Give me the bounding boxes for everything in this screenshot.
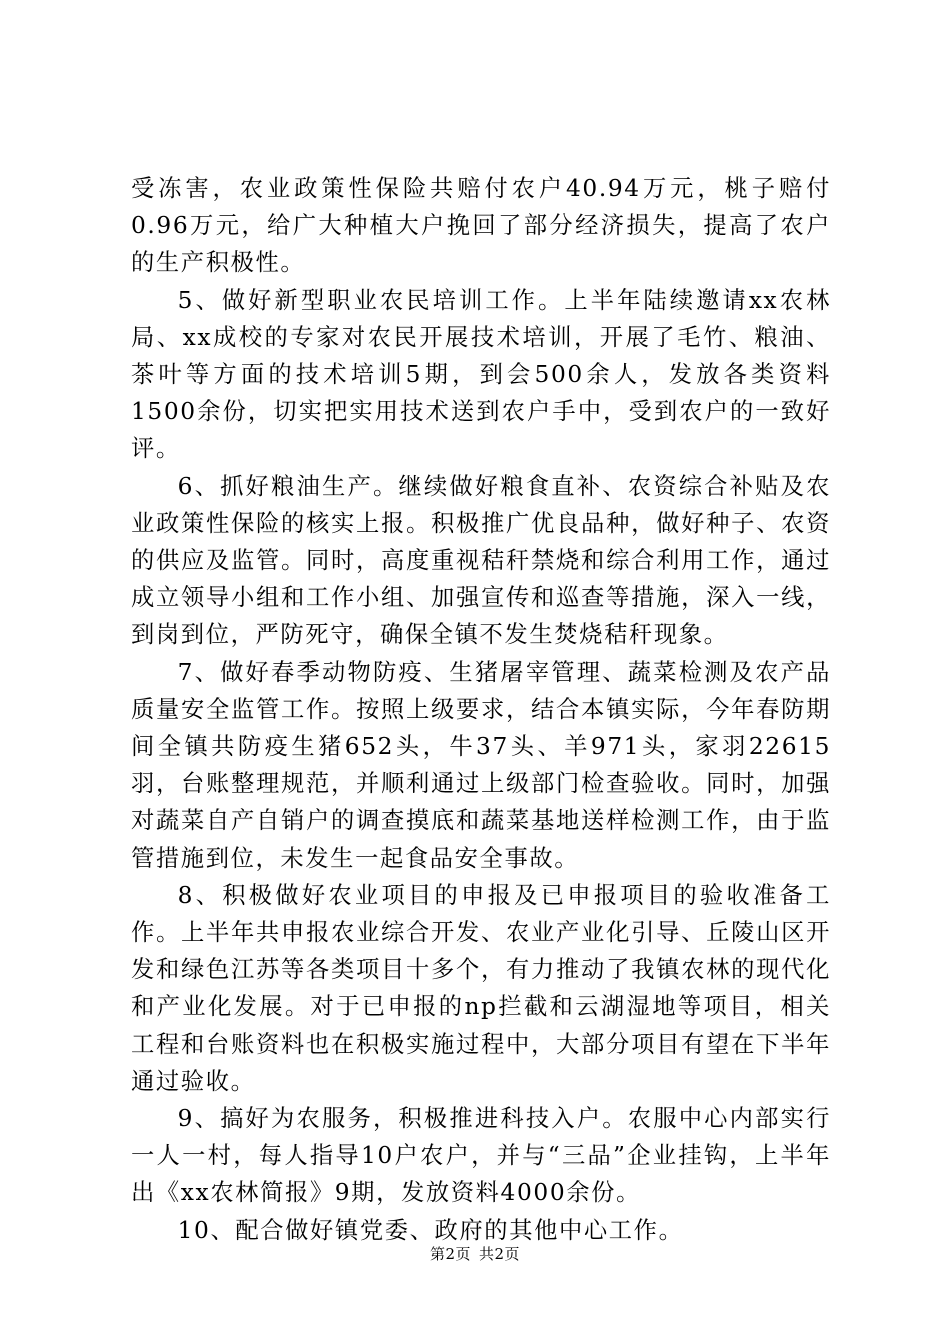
paragraph-item-8: 8、积极做好农业项目的申报及已申报项目的验收准备工作。上半年共申报农业综合开发、农业产业化引导、丘陵山区开发和绿色江苏等各类项目十多个，有力推动了我镇农林的现代化和产业化发展。对于已申报的np拦截和云湖湿地等项目，相关工程和台账资料也在积极实施过程中，大部分项目有望在下半年通过验收。 [131,881,831,1095]
paragraph-continuation: 受冻害，农业政策性保险共赔付农户40.94万元，桃子赔付0.96万元，给广大种植大户挽回了部分经济损失，提高了农户的生产积极性。 [131,175,831,277]
paragraph-item-7: 7、做好春季动物防疫、生猪屠宰管理、蔬菜检测及农产品质量安全监管工作。按照上级要求，结合本镇实际，今年春防期间全镇共防疫生猪652头，牛37头、羊971头，家羽22615羽，台账整理规范，并顺利通过上级部门检查验收。同时，加强对蔬菜自产自销户的调查摸底和蔬菜基地送样检测工作，由于监管措施到位，未发生一起食品安全事故。 [131,658,831,872]
page-total: 共2页 [479,1245,521,1263]
document-body [131,170,831,1249]
page-number: 第2页 [429,1245,471,1263]
page-footer [0,1244,950,1264]
paragraph-item-9: 9、搞好为农服务，积极推进科技入户。农服中心内部实行一人一村，每人指导10户农户，并与“三品”企业挂钩，上半年出《xx农林简报》9期，发放资料4000余份。 [131,1105,831,1207]
paragraph-item-10: 10、配合做好镇党委、政府的其他中心工作。 [177,1216,684,1244]
paragraph-item-6: 6、抓好粮油生产。继续做好粮食直补、农资综合补贴及农业政策性保险的核实上报。积极推广优良品种，做好种子、农资的供应及监管。同时，高度重视秸秆禁烧和综合利用工作，通过成立领导小组和工作小组、加强宣传和巡查等措施，深入一线，到岗到位，严防死守，确保全镇不发生焚烧秸秆现象。 [131,472,831,649]
paragraph-item-5: 5、做好新型职业农民培训工作。上半年陆续邀请xx农林局、xx成校的专家对农民开展技术培训，开展了毛竹、粮油、茶叶等方面的技术培训5期，到会500余人，发放各类资料1500余份，切实把实用技术送到农户手中，受到农户的一致好评。 [131,286,831,463]
